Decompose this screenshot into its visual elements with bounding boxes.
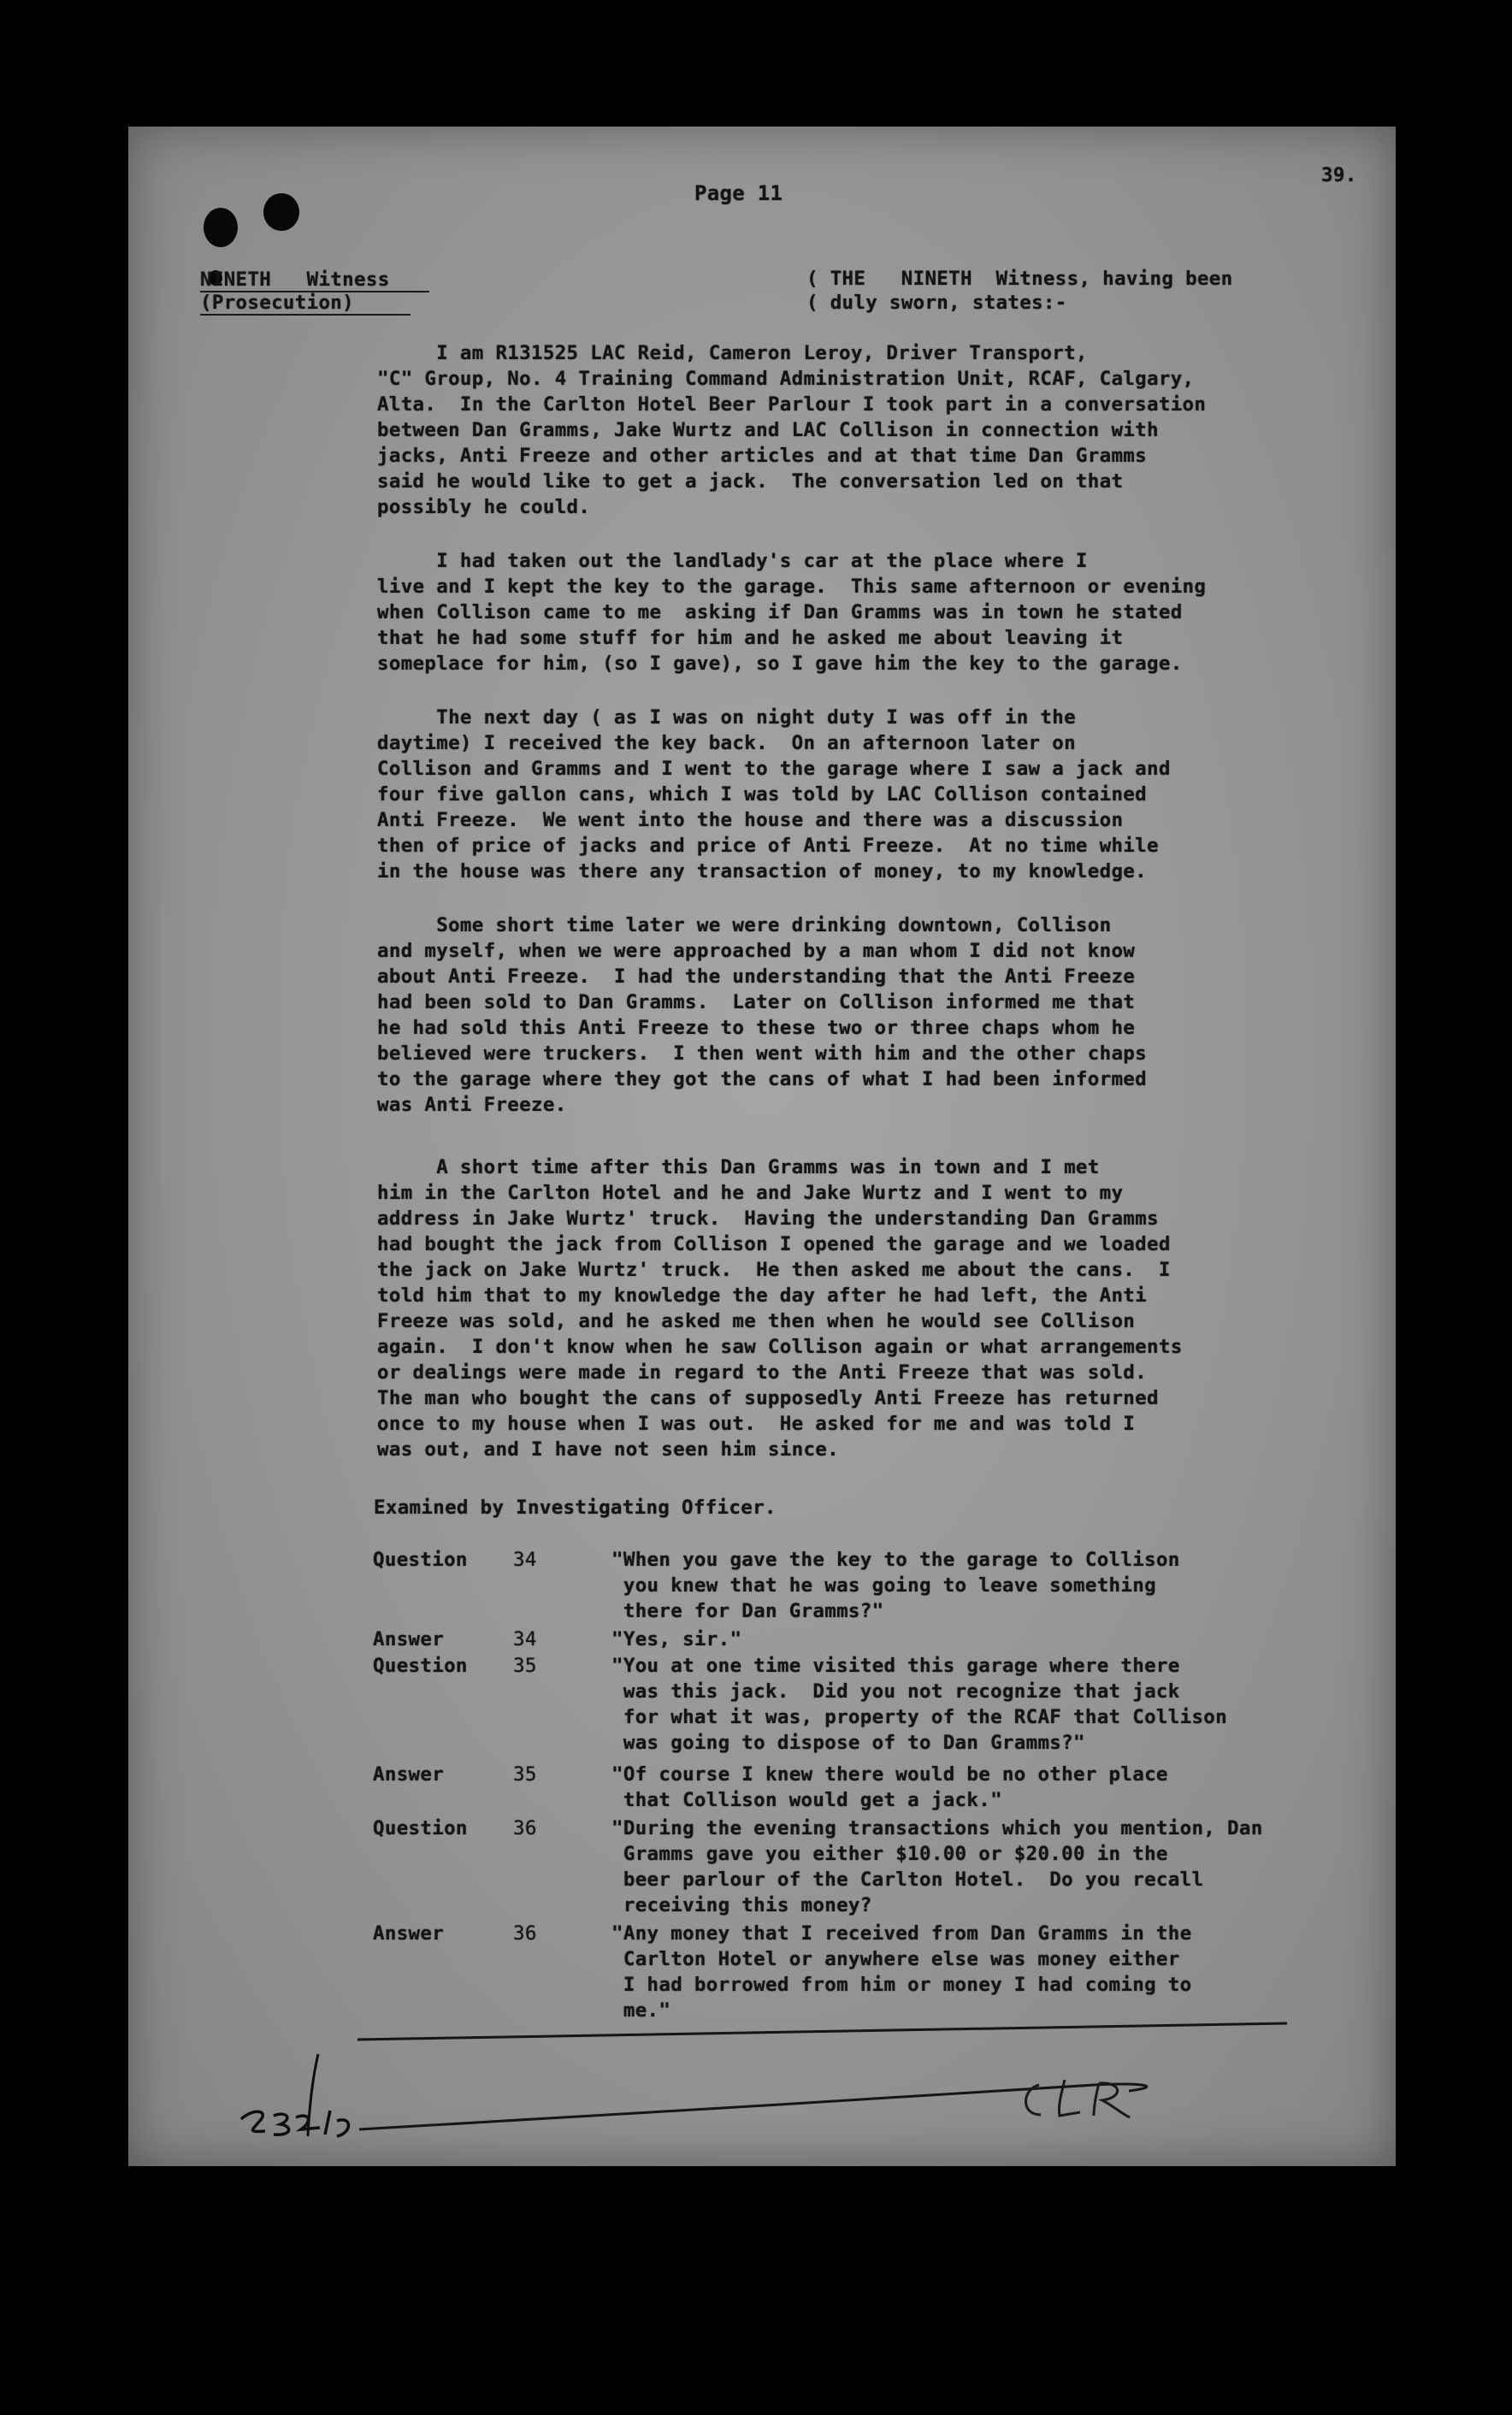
statement-line: again. I don't know when he saw Collison again or what arrangements xyxy=(377,1336,1183,1358)
statement-line: The next day ( as I was on night duty I was off in the xyxy=(377,706,1076,729)
statement-line: four five gallon cans, which I was told by LAC Collison contained xyxy=(377,783,1147,806)
statement-line: was out, and I have not seen him since. xyxy=(377,1438,839,1461)
qa-text-line: was this jack. Did you not recognize that jack xyxy=(611,1680,1180,1703)
statement-line: jacks, Anti Freeze and other articles and at that time Dan Gramms xyxy=(377,445,1147,467)
qa-text-line: for what it was, property of the RCAF that Collison xyxy=(611,1706,1227,1728)
handwritten-folio xyxy=(224,2051,395,2145)
statement-line: believed were truckers. I then went with him and the other chaps xyxy=(377,1042,1147,1065)
qa-text-line: "Any money that I received from Dan Gramms in the xyxy=(611,1922,1192,1945)
statement-line: someplace for him, (so I gave), so I gave him the key to the garage. xyxy=(377,652,1183,675)
statement-line: daytime) I received the key back. On an afternoon later on xyxy=(377,732,1076,754)
qa-text-line: "During the evening transactions which you mention, Dan xyxy=(611,1817,1263,1839)
statement-line: Anti Freeze. We went into the house and there was a discussion xyxy=(377,809,1124,831)
qa-text-line: I had borrowed from him or money I had coming to xyxy=(611,1974,1192,1996)
statement-line: Freeze was sold, and he asked me then when he would see Collison xyxy=(377,1310,1136,1332)
statement-line: told him that to my knowledge the day after he had left, the Anti xyxy=(377,1284,1147,1307)
qa-text-line: "You at one time visited this garage where there xyxy=(611,1655,1180,1677)
statement-line: Some short time later we were drinking downtown, Collison xyxy=(377,914,1112,936)
qa-text-line: you knew that he was going to leave something xyxy=(611,1574,1156,1597)
witness-caption-left-1: NINETH Witness xyxy=(200,269,390,291)
qa-text-line: there for Dan Gramms?" xyxy=(611,1600,884,1622)
statement-line: said he would like to get a jack. The conversation led on that xyxy=(377,470,1124,493)
statement-line: Alta. In the Carlton Hotel Beer Parlour I took part in a conversation xyxy=(377,393,1207,416)
statement-line: to the garage where they got the cans of what I had been informed xyxy=(377,1068,1147,1090)
statement-line: had been sold to Dan Gramms. Later on Collison informed me that xyxy=(377,991,1136,1013)
qa-number: 34 xyxy=(513,1549,537,1571)
statement-line: then of price of jacks and price of Anti Freeze. At no time while xyxy=(377,835,1159,857)
statement-line: I am R131525 LAC Reid, Cameron Leroy, Driver Transport, xyxy=(377,342,1088,364)
statement-line: him in the Carlton Hotel and he and Jake Wurtz and I went to my xyxy=(377,1182,1124,1204)
statement-line: was Anti Freeze. xyxy=(377,1094,567,1116)
statement-line: when Collison came to me asking if Dan Gramms was in town he stated xyxy=(377,601,1183,623)
examined-by-heading: Examined by Investigating Officer. xyxy=(374,1497,777,1519)
qa-text-line: "Of course I knew there would be no other place xyxy=(611,1763,1168,1786)
qa-text-line: Carlton Hotel or anywhere else was money either xyxy=(611,1948,1180,1970)
statement-line: and myself, when we were approached by a man whom I did not know xyxy=(377,940,1136,962)
qa-label: Answer xyxy=(373,1922,445,1945)
qa-number: 35 xyxy=(513,1763,537,1786)
statement-line: he had sold this Anti Freeze to these two or three chaps whom he xyxy=(377,1017,1136,1039)
qa-text-line: that Collison would get a jack." xyxy=(611,1789,1002,1811)
statement-line: once to my house when I was out. He asked for me and was told I xyxy=(377,1413,1136,1435)
statement-line: between Dan Gramms, Jake Wurtz and LAC Collison in connection with xyxy=(377,419,1159,441)
qa-text-line: "When you gave the key to the garage to Collison xyxy=(611,1549,1180,1571)
qa-text-line: receiving this money? xyxy=(611,1894,872,1916)
statement-line: Collison and Gramms and I went to the garage where I saw a jack and xyxy=(377,758,1171,780)
page-number: 39. xyxy=(1321,164,1357,186)
qa-label: Answer xyxy=(373,1628,445,1650)
witness-caption-left-2: (Prosecution) xyxy=(200,292,354,314)
qa-label: Question xyxy=(373,1549,468,1571)
statement-line: possibly he could. xyxy=(377,496,591,518)
qa-label: Answer xyxy=(373,1763,445,1786)
statement-line: that he had some stuff for him and he asked me about leaving it xyxy=(377,627,1124,649)
qa-text-line: beer parlour of the Carlton Hotel. Do you recall xyxy=(611,1869,1204,1891)
statement-line: the jack on Jake Wurtz' truck. He then asked me about the cans. I xyxy=(377,1259,1171,1281)
qa-text-line: Gramms gave you either $10.00 or $20.00 in the xyxy=(611,1843,1168,1865)
page-label: Page 11 xyxy=(694,181,783,205)
statement-line: The man who bought the cans of supposedly Anti Freeze has returned xyxy=(377,1387,1159,1409)
qa-text-line: "Yes, sir." xyxy=(611,1628,742,1650)
qa-text-line: was going to dispose of to Dan Gramms?" xyxy=(611,1732,1085,1754)
statement-line: in the house was there any transaction of money, to my knowledge. xyxy=(377,860,1147,883)
qa-label: Question xyxy=(373,1655,468,1677)
qa-number: 36 xyxy=(513,1817,537,1839)
witness-caption-right-1: ( THE NINETH Witness, having been xyxy=(806,268,1233,290)
statement-line: about Anti Freeze. I had the understanding that the Anti Freeze xyxy=(377,965,1136,988)
witness-caption-right-2: ( duly sworn, states:- xyxy=(806,292,1067,314)
statement-line: or dealings were made in regard to the Anti Freeze that was sold. xyxy=(377,1361,1147,1384)
handwritten-initials xyxy=(1013,2068,1176,2128)
qa-number: 35 xyxy=(513,1655,537,1677)
statement-line: A short time after this Dan Gramms was in town and I met xyxy=(377,1156,1100,1178)
statement-line: I had taken out the landlady's car at the place where I xyxy=(377,550,1088,572)
qa-text-line: me." xyxy=(611,1999,671,2022)
qa-number: 36 xyxy=(513,1922,537,1945)
statement-line: address in Jake Wurtz' truck. Having the understanding Dan Gramms xyxy=(377,1208,1159,1230)
statement-line: live and I kept the key to the garage. This same afternoon or evening xyxy=(377,576,1207,598)
statement-line: had bought the jack from Collison I opened the garage and we loaded xyxy=(377,1233,1171,1255)
qa-number: 34 xyxy=(513,1628,537,1650)
statement-line: "C" Group, No. 4 Training Command Administration Unit, RCAF, Calgary, xyxy=(377,368,1195,390)
qa-label: Question xyxy=(373,1817,468,1839)
